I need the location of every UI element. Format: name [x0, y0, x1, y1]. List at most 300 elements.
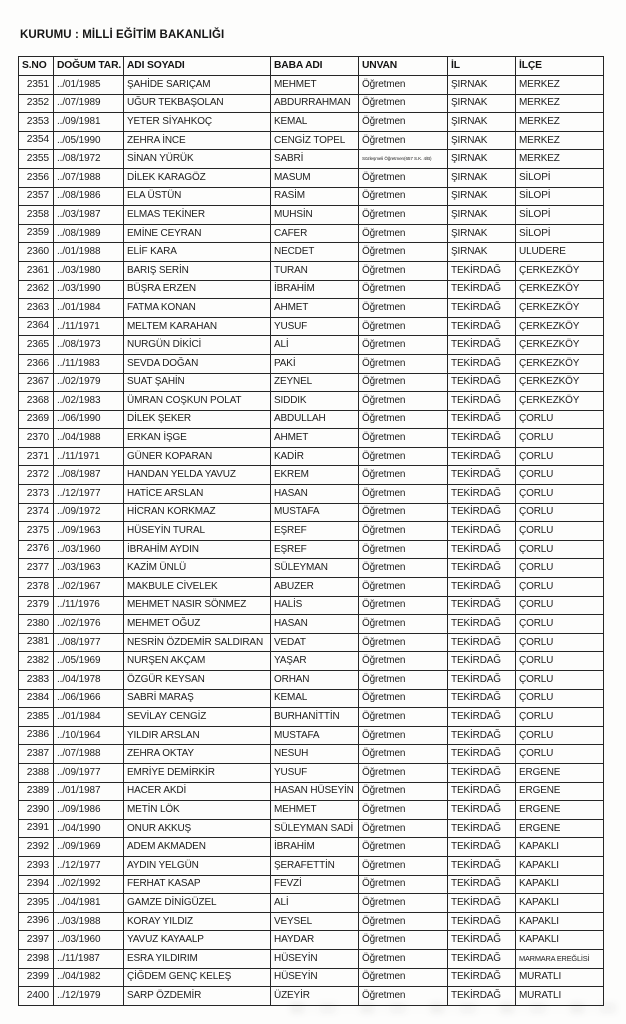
cell-baba-adi: MUSTAFA — [271, 503, 359, 522]
cell-unvan: Öğretmen — [359, 447, 448, 466]
cell-il: ŞIRNAK — [448, 113, 516, 132]
cell-adi-soyadi: ESRA YILDIRIM — [124, 949, 271, 968]
cell-ilce: ÇERKEZKÖY — [516, 299, 604, 318]
cell-ilce: ÇORLU — [516, 559, 604, 578]
table-row — [19, 373, 604, 392]
table-row — [19, 819, 604, 838]
cell-adi-soyadi: ERKAN İŞGE — [124, 429, 271, 448]
cell-il: ŞIRNAK — [448, 131, 516, 150]
cell-dogum-tar: ../02/1967 — [54, 578, 124, 597]
cell-dogum-tar: ../09/1972 — [54, 503, 124, 522]
cell-adi-soyadi: YILDIR ARSLAN — [124, 726, 271, 745]
cell-unvan: Öğretmen — [359, 113, 448, 132]
cell-unvan: Öğretmen — [359, 708, 448, 727]
cell-dogum-tar: ../04/1978 — [54, 671, 124, 690]
table-row — [19, 652, 604, 671]
cell-baba-adi: KEMAL — [271, 689, 359, 708]
cell-ilce: KAPAKLI — [516, 875, 604, 894]
cell-il: TEKİRDAĞ — [448, 503, 516, 522]
cell-unvan: Öğretmen — [359, 633, 448, 652]
cell-adi-soyadi: MAKBULE CİVELEK — [124, 578, 271, 597]
table-row — [19, 522, 604, 541]
cell-sno: 2384 — [19, 689, 54, 708]
table-row — [19, 540, 604, 559]
cell-sno: 2379 — [19, 596, 54, 615]
cell-baba-adi: EŞREF — [271, 540, 359, 559]
cell-adi-soyadi: ONUR AKKUŞ — [124, 819, 271, 838]
cell-il: TEKİRDAĞ — [448, 987, 516, 1006]
table-row — [19, 485, 604, 504]
cell-dogum-tar: ../02/1976 — [54, 615, 124, 634]
cell-unvan: Öğretmen — [359, 763, 448, 782]
cell-baba-adi: ABDURRAHMAN — [271, 94, 359, 113]
cell-baba-adi: İBRAHİM — [271, 838, 359, 857]
cell-unvan: Öğretmen — [359, 745, 448, 764]
cell-baba-adi: ALİ — [271, 894, 359, 913]
cell-ilce: ÇORLU — [516, 745, 604, 764]
table-row — [19, 243, 604, 262]
table-row — [19, 856, 604, 875]
cell-unvan: Öğretmen — [359, 875, 448, 894]
cell-dogum-tar: ../04/1990 — [54, 819, 124, 838]
table-row — [19, 671, 604, 690]
table-row — [19, 168, 604, 187]
cell-baba-adi: YUSUF — [271, 763, 359, 782]
cell-il: TEKİRDAĞ — [448, 912, 516, 931]
cell-ilce: ÇORLU — [516, 522, 604, 541]
cell-adi-soyadi: EMRİYE DEMİRKİR — [124, 763, 271, 782]
cell-unvan: Öğretmen — [359, 968, 448, 987]
cell-unvan: Öğretmen — [359, 299, 448, 318]
cell-dogum-tar: ../03/1980 — [54, 261, 124, 280]
cell-dogum-tar: ../12/1977 — [54, 856, 124, 875]
cell-ilce: ÇERKEZKÖY — [516, 392, 604, 411]
cell-dogum-tar: ../03/1963 — [54, 559, 124, 578]
cell-dogum-tar: ../07/1988 — [54, 745, 124, 764]
cell-adi-soyadi: FERHAT KASAP — [124, 875, 271, 894]
cell-unvan: Öğretmen — [359, 336, 448, 355]
cell-dogum-tar: ../01/1988 — [54, 243, 124, 262]
cell-il: TEKİRDAĞ — [448, 633, 516, 652]
cell-sno: 2354 — [19, 131, 54, 150]
cell-unvan: Öğretmen — [359, 894, 448, 913]
personnel-table — [18, 56, 604, 1006]
cell-il: TEKİRDAĞ — [448, 819, 516, 838]
column-header-ilce: İLÇE — [516, 57, 604, 76]
cell-dogum-tar: ../11/1971 — [54, 447, 124, 466]
cell-sno: 2366 — [19, 354, 54, 373]
cell-unvan: Öğretmen — [359, 187, 448, 206]
table-row — [19, 559, 604, 578]
cell-adi-soyadi: METİN LÖK — [124, 801, 271, 820]
table-row — [19, 689, 604, 708]
table-row — [19, 838, 604, 857]
cell-dogum-tar: ../08/1987 — [54, 466, 124, 485]
cell-il: TEKİRDAĞ — [448, 466, 516, 485]
cell-unvan: Öğretmen — [359, 168, 448, 187]
cell-baba-adi: AHMET — [271, 429, 359, 448]
cell-adi-soyadi: MELTEM KARAHAN — [124, 317, 271, 336]
cell-sno: 2352 — [19, 94, 54, 113]
table-row — [19, 894, 604, 913]
cell-dogum-tar: ../03/1960 — [54, 931, 124, 950]
cell-unvan: Öğretmen — [359, 206, 448, 225]
cell-dogum-tar: ../04/1982 — [54, 968, 124, 987]
cell-adi-soyadi: YAVUZ KAYAALP — [124, 931, 271, 950]
cell-il: TEKİRDAĞ — [448, 299, 516, 318]
cell-unvan: Öğretmen — [359, 838, 448, 857]
cell-adi-soyadi: MEHMET NASIR SÖNMEZ — [124, 596, 271, 615]
cell-baba-adi: HALİS — [271, 596, 359, 615]
cell-sno: 2391 — [19, 819, 54, 838]
cell-ilce: KAPAKLI — [516, 838, 604, 857]
cell-sno: 2388 — [19, 763, 54, 782]
cell-unvan: Öğretmen — [359, 131, 448, 150]
cell-adi-soyadi: UĞUR TEKBAŞOLAN — [124, 94, 271, 113]
cell-ilce: ÇORLU — [516, 671, 604, 690]
table-row — [19, 76, 604, 95]
cell-ilce: KAPAKLI — [516, 931, 604, 950]
cell-sno: 2392 — [19, 838, 54, 857]
table-row — [19, 94, 604, 113]
cell-adi-soyadi: MEHMET OĞUZ — [124, 615, 271, 634]
table-row — [19, 763, 604, 782]
cell-unvan: Öğretmen — [359, 76, 448, 95]
cell-dogum-tar: ../08/1973 — [54, 336, 124, 355]
cell-sno: 2377 — [19, 559, 54, 578]
cell-il: TEKİRDAĞ — [448, 894, 516, 913]
cell-dogum-tar: ../05/1969 — [54, 652, 124, 671]
cell-ilce: KAPAKLI — [516, 894, 604, 913]
cell-unvan: Sözleşmeli Öğretmen(657 S.K. 4/B) — [359, 150, 448, 169]
cell-adi-soyadi: KAZİM ÜNLÜ — [124, 559, 271, 578]
cell-il: TEKİRDAĞ — [448, 392, 516, 411]
table-row — [19, 224, 604, 243]
cell-sno: 2394 — [19, 875, 54, 894]
cell-unvan: Öğretmen — [359, 540, 448, 559]
cell-baba-adi: ALİ — [271, 336, 359, 355]
cell-ilce: ÇORLU — [516, 503, 604, 522]
table-row — [19, 429, 604, 448]
cell-adi-soyadi: KORAY YILDIZ — [124, 912, 271, 931]
cell-sno: 2390 — [19, 801, 54, 820]
table-row — [19, 187, 604, 206]
cell-unvan: Öğretmen — [359, 261, 448, 280]
cell-unvan: Öğretmen — [359, 224, 448, 243]
cell-sno: 2363 — [19, 299, 54, 318]
cell-baba-adi: HÜSEYİN — [271, 949, 359, 968]
cell-adi-soyadi: NURGÜN DİKİCİ — [124, 336, 271, 355]
cell-ilce: MERKEZ — [516, 131, 604, 150]
cell-adi-soyadi: HATİCE ARSLAN — [124, 485, 271, 504]
cell-dogum-tar: ../09/1986 — [54, 801, 124, 820]
cell-adi-soyadi: DİLEK KARAGÖZ — [124, 168, 271, 187]
cell-unvan: Öğretmen — [359, 503, 448, 522]
cell-sno: 2396 — [19, 912, 54, 931]
cell-unvan: Öğretmen — [359, 559, 448, 578]
cell-sno: 2362 — [19, 280, 54, 299]
cell-adi-soyadi: NURŞEN AKÇAM — [124, 652, 271, 671]
cell-sno: 2371 — [19, 447, 54, 466]
cell-ilce: MERKEZ — [516, 150, 604, 169]
cell-dogum-tar: ../02/1979 — [54, 373, 124, 392]
cell-ilce: SİLOPİ — [516, 224, 604, 243]
cell-adi-soyadi: ŞAHİDE SARIÇAM — [124, 76, 271, 95]
cell-adi-soyadi: ÇİĞDEM GENÇ KELEŞ — [124, 968, 271, 987]
cell-ilce: SİLOPİ — [516, 206, 604, 225]
cell-ilce: ÇORLU — [516, 540, 604, 559]
cell-sno: 2382 — [19, 652, 54, 671]
cell-sno: 2374 — [19, 503, 54, 522]
cell-dogum-tar: ../09/1963 — [54, 522, 124, 541]
cell-il: TEKİRDAĞ — [448, 782, 516, 801]
cell-baba-adi: HÜSEYİN — [271, 968, 359, 987]
cell-unvan: Öğretmen — [359, 373, 448, 392]
cell-adi-soyadi: NESRİN ÖZDEMİR SALDIRAN — [124, 633, 271, 652]
cell-sno: 2381 — [19, 633, 54, 652]
cell-adi-soyadi: ZEHRA İNCE — [124, 131, 271, 150]
cell-il: TEKİRDAĞ — [448, 801, 516, 820]
table-row — [19, 578, 604, 597]
cell-sno: 2378 — [19, 578, 54, 597]
cell-baba-adi: KEMAL — [271, 113, 359, 132]
cell-baba-adi: EKREM — [271, 466, 359, 485]
cell-ilce: ÇERKEZKÖY — [516, 261, 604, 280]
cell-il: TEKİRDAĞ — [448, 652, 516, 671]
cell-unvan: Öğretmen — [359, 317, 448, 336]
cell-sno: 2355 — [19, 150, 54, 169]
cell-adi-soyadi: AYDIN YELGÜN — [124, 856, 271, 875]
cell-adi-soyadi: BÜŞRA ERZEN — [124, 280, 271, 299]
cell-adi-soyadi: SİNAN YÜRÜK — [124, 150, 271, 169]
cell-baba-adi: YUSUF — [271, 317, 359, 336]
cell-sno: 2376 — [19, 540, 54, 559]
cell-baba-adi: SABRİ — [271, 150, 359, 169]
cell-sno: 2380 — [19, 615, 54, 634]
cell-baba-adi: VEDAT — [271, 633, 359, 652]
table-row — [19, 150, 604, 169]
cell-sno: 2365 — [19, 336, 54, 355]
cell-il: TEKİRDAĞ — [448, 596, 516, 615]
cell-unvan: Öğretmen — [359, 671, 448, 690]
cell-ilce: ÇORLU — [516, 633, 604, 652]
cell-ilce: ÇORLU — [516, 485, 604, 504]
cell-ilce: KAPAKLI — [516, 856, 604, 875]
cell-adi-soyadi: EMİNE CEYRAN — [124, 224, 271, 243]
cell-il: TEKİRDAĞ — [448, 968, 516, 987]
cell-ilce: ÇORLU — [516, 689, 604, 708]
cell-baba-adi: ŞERAFETTİN — [271, 856, 359, 875]
cell-il: ŞIRNAK — [448, 187, 516, 206]
cell-dogum-tar: ../09/1977 — [54, 763, 124, 782]
cell-baba-adi: CENGİZ TOPEL — [271, 131, 359, 150]
cell-unvan: Öğretmen — [359, 243, 448, 262]
cell-baba-adi: FEVZİ — [271, 875, 359, 894]
cell-ilce: SİLOPİ — [516, 187, 604, 206]
cell-sno: 2386 — [19, 726, 54, 745]
cell-ilce: ÇERKEZKÖY — [516, 336, 604, 355]
cell-ilce: ÇORLU — [516, 708, 604, 727]
cell-dogum-tar: ../12/1979 — [54, 987, 124, 1006]
cell-adi-soyadi: BARIŞ SERİN — [124, 261, 271, 280]
cell-dogum-tar: ../08/1989 — [54, 224, 124, 243]
cell-adi-soyadi: HİCRAN KORKMAZ — [124, 503, 271, 522]
cell-unvan: Öğretmen — [359, 949, 448, 968]
cell-baba-adi: MEHMET — [271, 76, 359, 95]
cell-il: TEKİRDAĞ — [448, 578, 516, 597]
cell-dogum-tar: ../09/1969 — [54, 838, 124, 857]
table-row — [19, 261, 604, 280]
cell-adi-soyadi: ELA ÜSTÜN — [124, 187, 271, 206]
cell-il: ŞIRNAK — [448, 206, 516, 225]
cell-il: TEKİRDAĞ — [448, 522, 516, 541]
cell-dogum-tar: ../04/1988 — [54, 429, 124, 448]
cell-il: TEKİRDAĞ — [448, 708, 516, 727]
cell-adi-soyadi: SARP ÖZDEMİR — [124, 987, 271, 1006]
cell-sno: 2372 — [19, 466, 54, 485]
cell-il: TEKİRDAĞ — [448, 373, 516, 392]
cell-unvan: Öğretmen — [359, 987, 448, 1006]
cell-il: TEKİRDAĞ — [448, 485, 516, 504]
cell-il: TEKİRDAĞ — [448, 261, 516, 280]
cell-ilce: ÇORLU — [516, 410, 604, 429]
cell-sno: 2373 — [19, 485, 54, 504]
scan-noise — [290, 1002, 620, 1014]
cell-il: TEKİRDAĞ — [448, 354, 516, 373]
cell-dogum-tar: ../11/1976 — [54, 596, 124, 615]
cell-adi-soyadi: ÖZGÜR KEYSAN — [124, 671, 271, 690]
cell-il: TEKİRDAĞ — [448, 671, 516, 690]
cell-il: ŞIRNAK — [448, 243, 516, 262]
cell-baba-adi: HASAN HÜSEYİN — [271, 782, 359, 801]
cell-il: TEKİRDAĞ — [448, 559, 516, 578]
cell-il: ŞIRNAK — [448, 224, 516, 243]
cell-baba-adi: BURHANİTTİN — [271, 708, 359, 727]
table-row — [19, 968, 604, 987]
cell-dogum-tar: ../01/1987 — [54, 782, 124, 801]
cell-ilce: ÇERKEZKÖY — [516, 280, 604, 299]
cell-sno: 2357 — [19, 187, 54, 206]
cell-sno: 2367 — [19, 373, 54, 392]
cell-sno: 2393 — [19, 856, 54, 875]
cell-ilce: MERKEZ — [516, 94, 604, 113]
cell-sno: 2400 — [19, 987, 54, 1006]
cell-il: TEKİRDAĞ — [448, 317, 516, 336]
cell-unvan: Öğretmen — [359, 689, 448, 708]
cell-unvan: Öğretmen — [359, 856, 448, 875]
column-header-il: İL — [448, 57, 516, 76]
cell-ilce: MURATLI — [516, 987, 604, 1006]
table-row — [19, 912, 604, 931]
cell-sno: 2356 — [19, 168, 54, 187]
cell-il: TEKİRDAĞ — [448, 875, 516, 894]
cell-adi-soyadi: ZEHRA OKTAY — [124, 745, 271, 764]
table-row — [19, 633, 604, 652]
cell-unvan: Öğretmen — [359, 410, 448, 429]
cell-adi-soyadi: SABRİ MARAŞ — [124, 689, 271, 708]
cell-dogum-tar: ../08/1977 — [54, 633, 124, 652]
cell-unvan: Öğretmen — [359, 94, 448, 113]
cell-baba-adi: SÜLEYMAN SADİ — [271, 819, 359, 838]
table-row — [19, 336, 604, 355]
cell-unvan: Öğretmen — [359, 819, 448, 838]
header-row — [19, 57, 604, 76]
table-row — [19, 466, 604, 485]
cell-dogum-tar: ../01/1985 — [54, 76, 124, 95]
cell-unvan: Öğretmen — [359, 931, 448, 950]
cell-dogum-tar: ../08/1986 — [54, 187, 124, 206]
cell-unvan: Öğretmen — [359, 801, 448, 820]
cell-baba-adi: CAFER — [271, 224, 359, 243]
cell-ilce: ULUDERE — [516, 243, 604, 262]
cell-adi-soyadi: GÜNER KOPARAN — [124, 447, 271, 466]
cell-ilce: ÇERKEZKÖY — [516, 373, 604, 392]
table-row — [19, 317, 604, 336]
table-row — [19, 410, 604, 429]
cell-unvan: Öğretmen — [359, 485, 448, 504]
cell-adi-soyadi: HANDAN YELDA YAVUZ — [124, 466, 271, 485]
cell-dogum-tar: ../09/1981 — [54, 113, 124, 132]
cell-sno: 2395 — [19, 894, 54, 913]
cell-dogum-tar: ../03/1990 — [54, 280, 124, 299]
cell-sno: 2398 — [19, 949, 54, 968]
cell-dogum-tar: ../01/1984 — [54, 708, 124, 727]
cell-baba-adi: RASİM — [271, 187, 359, 206]
cell-sno: 2351 — [19, 76, 54, 95]
cell-ilce: ÇORLU — [516, 726, 604, 745]
table-row — [19, 875, 604, 894]
cell-baba-adi: KADİR — [271, 447, 359, 466]
cell-sno: 2387 — [19, 745, 54, 764]
cell-unvan: Öğretmen — [359, 354, 448, 373]
cell-ilce: SİLOPİ — [516, 168, 604, 187]
column-header-adi-soyadi: ADI SOYADI — [124, 57, 271, 76]
cell-il: TEKİRDAĞ — [448, 615, 516, 634]
table-row — [19, 745, 604, 764]
cell-baba-adi: PAKİ — [271, 354, 359, 373]
cell-ilce: ÇORLU — [516, 447, 604, 466]
cell-ilce: ÇORLU — [516, 466, 604, 485]
cell-sno: 2375 — [19, 522, 54, 541]
cell-il: TEKİRDAĞ — [448, 726, 516, 745]
cell-adi-soyadi: SEVDA DOĞAN — [124, 354, 271, 373]
cell-baba-adi: İBRAHİM — [271, 280, 359, 299]
cell-sno: 2385 — [19, 708, 54, 727]
cell-ilce: ÇERKEZKÖY — [516, 354, 604, 373]
cell-sno: 2383 — [19, 671, 54, 690]
cell-adi-soyadi: HÜSEYİN TURAL — [124, 522, 271, 541]
table-row — [19, 299, 604, 318]
cell-adi-soyadi: HACER AKDİ — [124, 782, 271, 801]
cell-sno: 2364 — [19, 317, 54, 336]
cell-sno: 2360 — [19, 243, 54, 262]
cell-dogum-tar: ../02/1983 — [54, 392, 124, 411]
cell-unvan: Öğretmen — [359, 392, 448, 411]
table-row — [19, 949, 604, 968]
cell-unvan: Öğretmen — [359, 652, 448, 671]
cell-baba-adi: TURAN — [271, 261, 359, 280]
page-title: KURUMU : MİLLİ EĞİTİM BAKANLIĞI — [20, 29, 225, 41]
cell-adi-soyadi: SUAT ŞAHİN — [124, 373, 271, 392]
cell-baba-adi: MUHSİN — [271, 206, 359, 225]
cell-unvan: Öğretmen — [359, 522, 448, 541]
cell-unvan: Öğretmen — [359, 280, 448, 299]
cell-il: TEKİRDAĞ — [448, 931, 516, 950]
table-row — [19, 801, 604, 820]
cell-baba-adi: SÜLEYMAN — [271, 559, 359, 578]
cell-dogum-tar: ../03/1960 — [54, 540, 124, 559]
cell-baba-adi: ABUZER — [271, 578, 359, 597]
